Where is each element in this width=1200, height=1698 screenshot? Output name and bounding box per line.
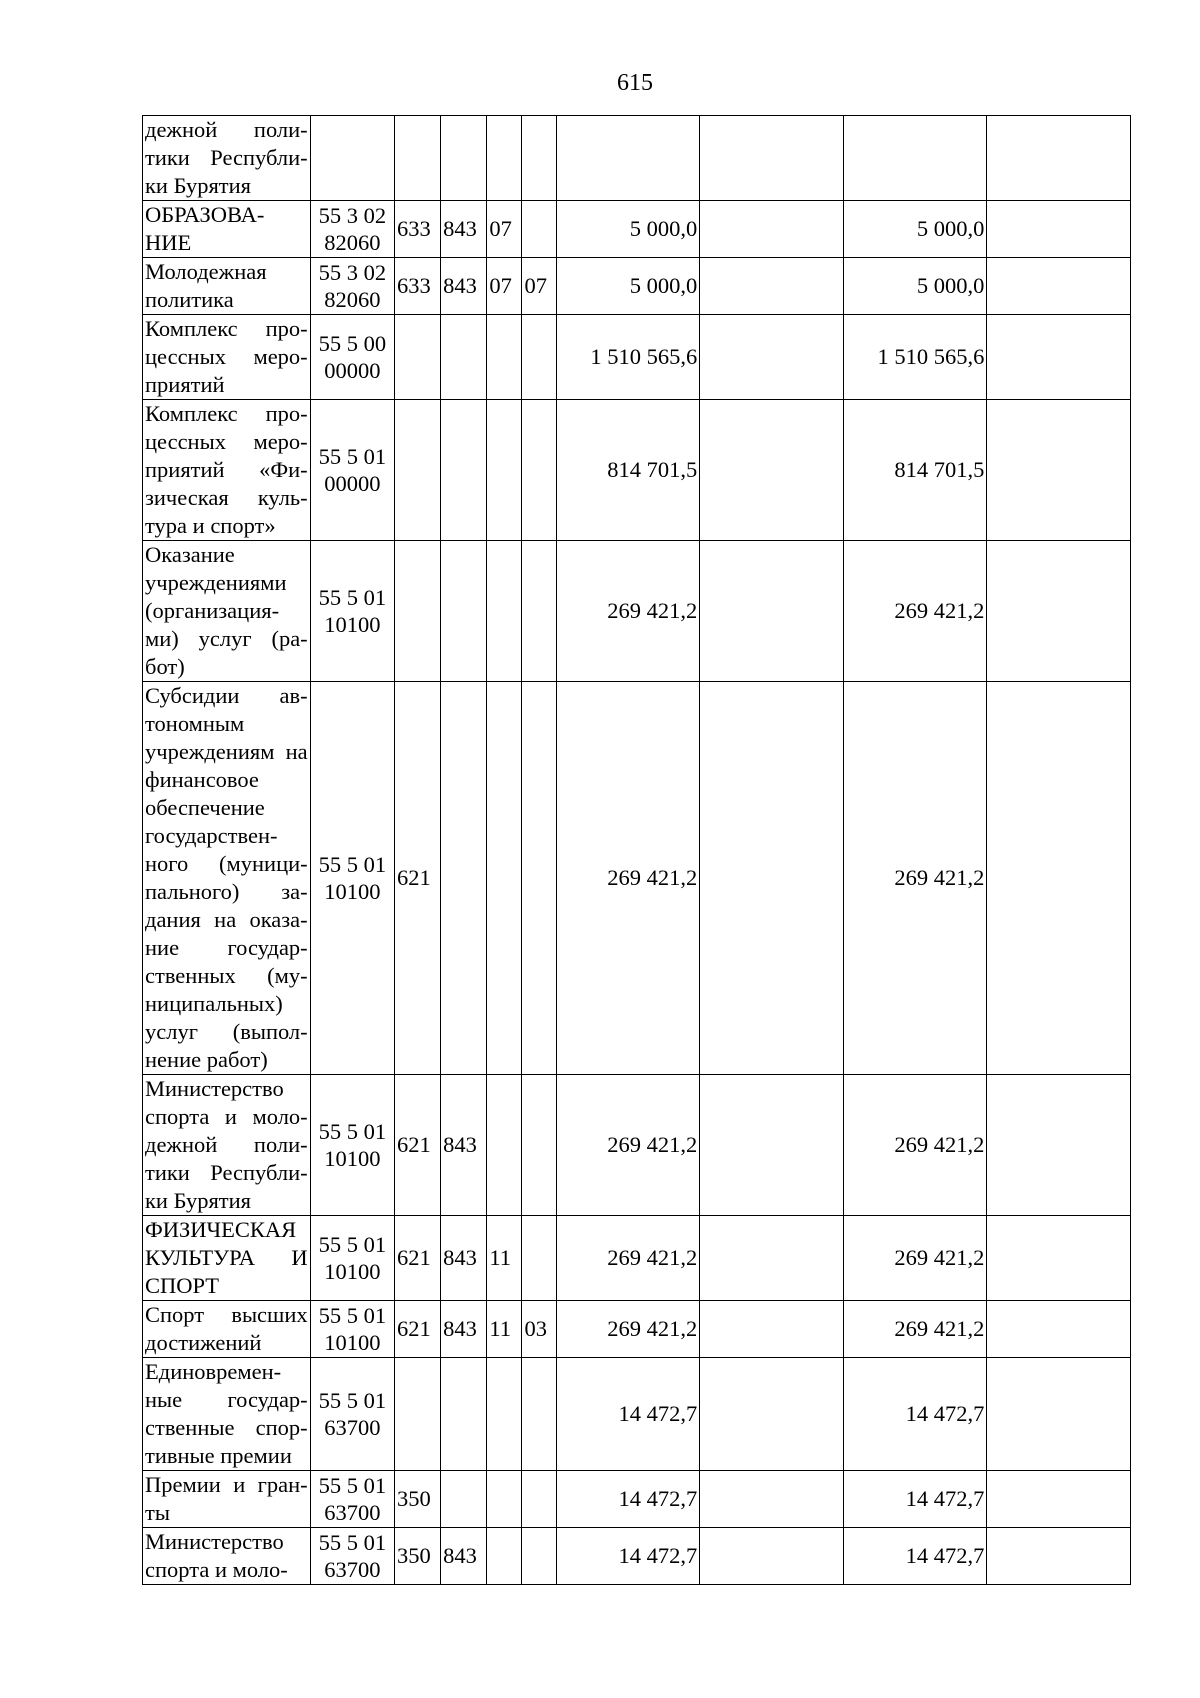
row-amount-4-cell: [987, 1301, 1131, 1358]
row-code-cell: 55 5 01 63700: [310, 1358, 394, 1471]
row-pr-cell: [522, 1075, 556, 1216]
row-rz-cell: 11: [487, 1301, 522, 1358]
row-code-cell: 55 5 01 00000: [310, 400, 394, 541]
row-name-cell: Комплекс про-цессных меро-приятий: [143, 315, 311, 400]
table-row: [143, 258, 1131, 315]
row-grbs-cell: 843: [441, 258, 487, 315]
row-code-cell: 55 5 00 00000: [310, 315, 394, 400]
row-amount-4-cell: [987, 1075, 1131, 1216]
row-amount-1-cell: 814 701,5: [556, 400, 700, 541]
row-code-cell: 55 3 02 82060: [310, 258, 394, 315]
row-amount-3-cell: 5 000,0: [843, 201, 987, 258]
row-name-cell: Молодежная политика: [143, 258, 311, 315]
row-amount-2-cell: [700, 1075, 844, 1216]
row-vr-cell: [395, 541, 441, 682]
table-row: [143, 1301, 1131, 1358]
row-rz-cell: [487, 116, 522, 201]
row-rz-cell: 07: [487, 258, 522, 315]
row-amount-4-cell: [987, 1358, 1131, 1471]
row-vr-cell: [395, 315, 441, 400]
table-row: [143, 315, 1131, 400]
row-grbs-cell: [441, 1358, 487, 1471]
row-rz-cell: [487, 315, 522, 400]
row-amount-2-cell: [700, 1301, 844, 1358]
row-amount-2-cell: [700, 682, 844, 1075]
row-rz-cell: [487, 400, 522, 541]
row-amount-1-cell: 14 472,7: [556, 1471, 700, 1528]
row-amount-3-cell: 269 421,2: [843, 682, 987, 1075]
table-row: [143, 116, 1131, 201]
row-name-cell: Министерство спорта и моло-: [143, 1528, 311, 1585]
row-rz-cell: [487, 541, 522, 682]
row-grbs-cell: 843: [441, 1075, 487, 1216]
row-amount-2-cell: [700, 315, 844, 400]
row-amount-1-cell: 1 510 565,6: [556, 315, 700, 400]
row-code-cell: 55 5 01 10100: [310, 541, 394, 682]
row-amount-3-cell: 5 000,0: [843, 258, 987, 315]
table-row: [143, 1471, 1131, 1528]
row-amount-4-cell: [987, 1528, 1131, 1585]
row-pr-cell: [522, 400, 556, 541]
row-amount-3-cell: 14 472,7: [843, 1358, 987, 1471]
row-amount-2-cell: [700, 1216, 844, 1301]
row-grbs-cell: [441, 400, 487, 541]
row-amount-3-cell: 14 472,7: [843, 1528, 987, 1585]
row-code-cell: 55 5 01 10100: [310, 682, 394, 1075]
budget-table-body: [143, 116, 1131, 1585]
row-amount-2-cell: [700, 400, 844, 541]
row-vr-cell: 621: [395, 1075, 441, 1216]
row-pr-cell: [522, 541, 556, 682]
row-name-cell: дежной поли-тики Республи-ки Бурятия: [143, 116, 311, 201]
row-amount-1-cell: 5 000,0: [556, 201, 700, 258]
row-grbs-cell: [441, 682, 487, 1075]
row-amount-4-cell: [987, 682, 1131, 1075]
row-rz-cell: [487, 1471, 522, 1528]
row-vr-cell: 621: [395, 1301, 441, 1358]
budget-table: [142, 115, 1131, 1585]
page-number: 615: [617, 70, 653, 96]
row-amount-4-cell: [987, 258, 1131, 315]
row-rz-cell: [487, 1075, 522, 1216]
row-amount-1-cell: 269 421,2: [556, 1301, 700, 1358]
row-pr-cell: [522, 1528, 556, 1585]
row-name-cell: ФИЗИЧЕСКАЯ КУЛЬТУРА И СПОРТ: [143, 1216, 311, 1301]
row-vr-cell: 350: [395, 1471, 441, 1528]
row-amount-3-cell: 269 421,2: [843, 1301, 987, 1358]
row-vr-cell: [395, 400, 441, 541]
table-row: [143, 400, 1131, 541]
row-pr-cell: 03: [522, 1301, 556, 1358]
row-grbs-cell: 843: [441, 201, 487, 258]
row-pr-cell: [522, 1216, 556, 1301]
row-amount-2-cell: [700, 1471, 844, 1528]
row-vr-cell: 621: [395, 1216, 441, 1301]
row-grbs-cell: [441, 541, 487, 682]
table-row: [143, 201, 1131, 258]
row-grbs-cell: [441, 1471, 487, 1528]
row-amount-3-cell: 269 421,2: [843, 1216, 987, 1301]
row-amount-2-cell: [700, 541, 844, 682]
row-grbs-cell: 843: [441, 1528, 487, 1585]
row-amount-1-cell: 269 421,2: [556, 541, 700, 682]
row-amount-2-cell: [700, 1358, 844, 1471]
row-pr-cell: 07: [522, 258, 556, 315]
row-amount-1-cell: 269 421,2: [556, 682, 700, 1075]
row-code-cell: 55 5 01 10100: [310, 1075, 394, 1216]
row-code-cell: 55 5 01 63700: [310, 1528, 394, 1585]
row-amount-2-cell: [700, 1528, 844, 1585]
row-pr-cell: [522, 682, 556, 1075]
row-name-cell: Комплекс про-цессных меро-приятий «Фи-зическая куль-тура и спорт»: [143, 400, 311, 541]
row-name-cell: Субсидии ав-тономным учреждениям на финансовое обеспечение государствен-ного (муници-пального) за-дания на оказа-ние государ-ственных (му-ниципальных) услуг (выпол-нение работ): [143, 682, 311, 1075]
row-amount-4-cell: [987, 315, 1131, 400]
row-name-cell: Спорт высших достижений: [143, 1301, 311, 1358]
row-grbs-cell: 843: [441, 1216, 487, 1301]
table-row: [143, 1075, 1131, 1216]
row-vr-cell: 350: [395, 1528, 441, 1585]
row-amount-1-cell: 14 472,7: [556, 1358, 700, 1471]
row-name-cell: ОБРАЗОВА-НИЕ: [143, 201, 311, 258]
row-amount-1-cell: 5 000,0: [556, 258, 700, 315]
table-row: [143, 682, 1131, 1075]
row-amount-4-cell: [987, 201, 1131, 258]
row-code-cell: [310, 116, 394, 201]
row-amount-3-cell: [843, 116, 987, 201]
row-code-cell: 55 5 01 10100: [310, 1301, 394, 1358]
row-amount-1-cell: 269 421,2: [556, 1075, 700, 1216]
row-vr-cell: [395, 116, 441, 201]
table-row: [143, 1216, 1131, 1301]
row-amount-4-cell: [987, 400, 1131, 541]
row-code-cell: 55 5 01 63700: [310, 1471, 394, 1528]
row-pr-cell: [522, 1471, 556, 1528]
row-amount-3-cell: 814 701,5: [843, 400, 987, 541]
row-name-cell: Оказание учреждениями (организация-ми) услуг (ра-бот): [143, 541, 311, 682]
row-amount-1-cell: [556, 116, 700, 201]
row-amount-2-cell: [700, 201, 844, 258]
row-grbs-cell: [441, 315, 487, 400]
row-amount-3-cell: 269 421,2: [843, 541, 987, 682]
row-vr-cell: 633: [395, 201, 441, 258]
row-rz-cell: 07: [487, 201, 522, 258]
row-pr-cell: [522, 1358, 556, 1471]
table-row: [143, 541, 1131, 682]
row-grbs-cell: [441, 116, 487, 201]
row-pr-cell: [522, 116, 556, 201]
row-amount-4-cell: [987, 116, 1131, 201]
row-amount-1-cell: 14 472,7: [556, 1528, 700, 1585]
row-vr-cell: 621: [395, 682, 441, 1075]
row-vr-cell: 633: [395, 258, 441, 315]
row-rz-cell: [487, 682, 522, 1075]
table-row: [143, 1528, 1131, 1585]
row-grbs-cell: 843: [441, 1301, 487, 1358]
row-rz-cell: [487, 1528, 522, 1585]
row-code-cell: 55 5 01 10100: [310, 1216, 394, 1301]
row-rz-cell: [487, 1358, 522, 1471]
row-rz-cell: 11: [487, 1216, 522, 1301]
row-code-cell: 55 3 02 82060: [310, 201, 394, 258]
row-pr-cell: [522, 201, 556, 258]
row-amount-3-cell: 269 421,2: [843, 1075, 987, 1216]
row-amount-3-cell: 1 510 565,6: [843, 315, 987, 400]
row-amount-2-cell: [700, 116, 844, 201]
row-amount-4-cell: [987, 1471, 1131, 1528]
row-name-cell: Единовремен-ные государ-ственные спор-тивные премии: [143, 1358, 311, 1471]
row-amount-3-cell: 14 472,7: [843, 1471, 987, 1528]
row-amount-2-cell: [700, 258, 844, 315]
table-row: [143, 1358, 1131, 1471]
row-name-cell: Министерство спорта и моло-дежной поли-тики Республи-ки Бурятия: [143, 1075, 311, 1216]
row-pr-cell: [522, 315, 556, 400]
row-amount-4-cell: [987, 1216, 1131, 1301]
row-name-cell: Премии и гран-ты: [143, 1471, 311, 1528]
row-amount-1-cell: 269 421,2: [556, 1216, 700, 1301]
row-amount-4-cell: [987, 541, 1131, 682]
row-vr-cell: [395, 1358, 441, 1471]
